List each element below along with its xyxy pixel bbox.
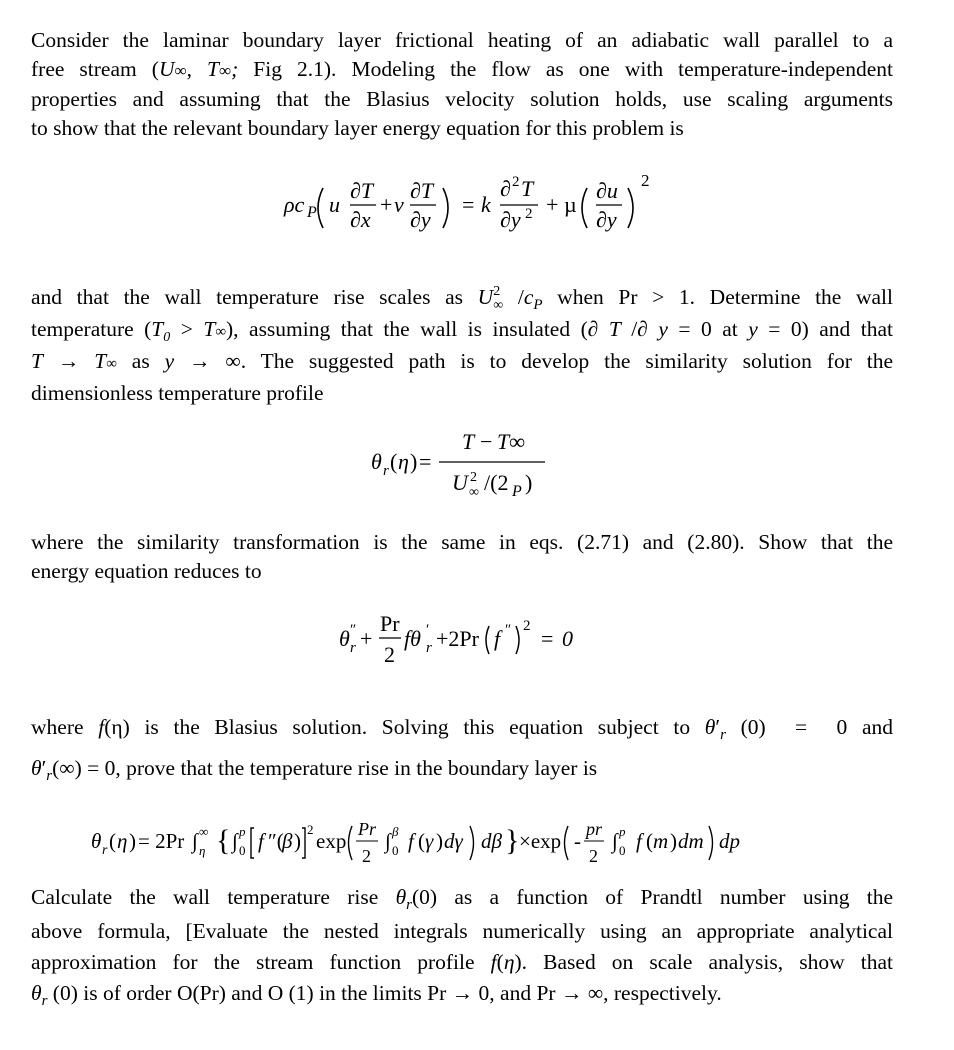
svg-text:=: = — [419, 449, 432, 474]
svg-text:2: 2 — [525, 206, 533, 222]
svg-text:-: - — [574, 829, 581, 853]
paragraph-scaling — [31, 283, 893, 408]
text-line: where the similarity transformation is the same in eqs. (2.71) and (2.80). Show that the — [31, 530, 893, 554]
svg-text:fθ: fθ — [404, 626, 421, 651]
svg-text:}: } — [505, 824, 520, 857]
svg-text:2: 2 — [589, 846, 598, 866]
svg-text:dm: dm — [678, 829, 704, 853]
svg-text:η: η — [117, 829, 128, 853]
svg-text:dγ: dγ — [444, 829, 463, 853]
svg-text:T: T — [462, 429, 475, 454]
svg-text:γ: γ — [425, 829, 434, 853]
svg-text:{: { — [216, 824, 231, 857]
svg-text:2: 2 — [307, 822, 314, 837]
svg-text:+2Pr: +2Pr — [436, 626, 479, 651]
svg-text:″(: ″( — [268, 829, 284, 853]
svg-text:r: r — [102, 843, 108, 858]
svg-text:∂u: ∂u — [596, 178, 618, 203]
svg-text:η: η — [398, 449, 409, 474]
svg-text:pr: pr — [586, 819, 603, 839]
svg-text:∫: ∫ — [192, 829, 198, 853]
text-line: above formula, [Evaluate the nested integrals numerically using an appropriate analytical — [31, 919, 893, 943]
svg-text:2: 2 — [362, 846, 371, 866]
paragraph-blasius — [31, 708, 893, 790]
svg-text:∞: ∞ — [469, 485, 479, 500]
svg-text:): ) — [436, 829, 443, 853]
svg-text:0: 0 — [392, 843, 399, 858]
text-line: dimensionless temperature profile — [31, 381, 324, 405]
svg-text:(: ( — [646, 829, 653, 853]
svg-text:r: r — [383, 463, 389, 479]
svg-text:−: − — [480, 429, 493, 454]
text-line: Consider the laminar boundary layer frictional heating of an adiabatic wall parallel to a — [31, 28, 893, 52]
svg-text:µ: µ — [564, 192, 577, 217]
text-line: approximation for the stream function profile f(η). Based on scale analysis, show that — [31, 950, 893, 974]
svg-text:″: ″ — [350, 622, 357, 638]
svg-text:m: m — [653, 829, 669, 853]
svg-text:f: f — [494, 626, 501, 651]
svg-text:∫: ∫ — [612, 829, 618, 853]
svg-text:∂y: ∂y — [500, 207, 521, 232]
svg-text:∂T: ∂T — [350, 178, 374, 203]
svg-text:(: ( — [390, 449, 398, 474]
text-line: to show that the relevant boundary layer energy equation for this problem is — [31, 116, 684, 140]
svg-text:=: = — [541, 626, 554, 651]
svg-text:): ) — [525, 470, 533, 495]
svg-text:β: β — [392, 824, 399, 839]
svg-text:f: f — [258, 829, 264, 853]
svg-text:): ) — [129, 829, 136, 853]
svg-text:r: r — [350, 640, 356, 656]
svg-text:+: + — [380, 192, 393, 217]
svg-text:p: p — [619, 824, 626, 839]
svg-text:= 2Pr: = 2Pr — [138, 829, 185, 853]
svg-text:″: ″ — [505, 622, 512, 638]
svg-text:2: 2 — [384, 642, 395, 667]
text-line: and that the wall temperature rise scales as $U^2_\infty$ $/c_P$ when Pr > 1. Determine the wall — [31, 284, 893, 313]
svg-text:Pr: Pr — [380, 611, 400, 636]
equation-solution — [0, 808, 954, 878]
svg-text:): ) — [294, 829, 301, 853]
svg-text:2: 2 — [470, 470, 477, 485]
equation-theta-definition — [0, 425, 954, 505]
svg-text:=: = — [462, 192, 475, 217]
text-line: T → T∞ as y → ∞. The suggested path is to develop the similarity solution for the — [31, 349, 893, 373]
svg-text:P: P — [512, 483, 522, 500]
svg-text:2: 2 — [512, 174, 520, 190]
svg-text:θ: θ — [339, 626, 350, 651]
text-line: properties and assuming that the Blasius velocity solution holds, use scaling arguments — [31, 87, 893, 111]
svg-text:∂T: ∂T — [410, 178, 434, 203]
text-line: $\theta_r$ (0) is of order O(Pr) and O (1) in the limits Pr → 0, and Pr → ∞, respectively. — [31, 981, 722, 1009]
svg-text:ρc: ρc — [284, 192, 305, 217]
paragraph-calculate — [31, 882, 893, 1012]
svg-text:P: P — [307, 204, 317, 221]
paragraph-transformation — [31, 528, 893, 586]
svg-text:+: + — [546, 192, 559, 217]
svg-text:): ) — [410, 449, 418, 474]
svg-text:r: r — [426, 640, 432, 656]
svg-text:θ: θ — [91, 829, 102, 853]
svg-text:2: 2 — [523, 618, 531, 634]
svg-text:dβ: dβ — [481, 829, 502, 853]
text-line: energy equation reduces to — [31, 559, 262, 583]
svg-text:∂: ∂ — [500, 176, 511, 201]
svg-text:∂y: ∂y — [410, 207, 431, 232]
svg-text:θ: θ — [371, 449, 382, 474]
svg-text:T∞: T∞ — [497, 429, 525, 454]
text-line: free stream (U∞, T∞; Fig 2.1). Modeling the flow as one with temperature-independent — [31, 57, 893, 81]
svg-text:p: p — [239, 824, 246, 839]
svg-text:/(2: /(2 — [484, 470, 509, 495]
svg-text:0: 0 — [562, 626, 573, 651]
text-line: temperature $(T_0 > T\infty)$, assuming that the wall is insulated (∂ T /∂ y = 0 at y = 0) and that — [31, 317, 893, 345]
svg-text:U: U — [452, 470, 468, 495]
svg-text:0: 0 — [619, 843, 626, 858]
svg-text:): ) — [670, 829, 677, 853]
svg-text:exp: exp — [316, 829, 347, 853]
svg-text:×exp: ×exp — [519, 829, 562, 853]
svg-text:+: + — [360, 626, 373, 651]
equation-ode — [0, 606, 954, 676]
svg-text:f: f — [408, 829, 414, 853]
svg-text:T: T — [521, 176, 534, 201]
svg-text:∂x: ∂x — [350, 207, 371, 232]
equation-energy — [0, 160, 954, 250]
svg-text:∂y: ∂y — [596, 207, 617, 232]
svg-text:v: v — [394, 192, 404, 217]
svg-text:∫: ∫ — [232, 829, 238, 853]
svg-text:Pr: Pr — [358, 819, 376, 839]
svg-text:u: u — [329, 192, 340, 217]
svg-text:β: β — [282, 829, 293, 853]
svg-text:(: ( — [418, 829, 425, 853]
svg-text:′: ′ — [426, 622, 430, 638]
svg-text:∫: ∫ — [385, 829, 391, 853]
svg-text:dp: dp — [719, 829, 740, 853]
svg-text:k: k — [481, 192, 491, 217]
svg-text:η: η — [199, 843, 206, 858]
svg-text:∞: ∞ — [199, 824, 209, 839]
paragraph-intro — [31, 26, 893, 143]
svg-text:(: ( — [109, 829, 116, 853]
text-line: Calculate the wall temperature rise $\theta_r(0)$ as a function of Prandtl number using the — [31, 885, 893, 913]
svg-text:2: 2 — [641, 171, 650, 190]
svg-text:f: f — [636, 829, 642, 853]
svg-text:0: 0 — [239, 843, 246, 858]
text-line: $\theta'_r(\infty) = 0$, prove that the temperature rise in the boundary layer is — [31, 756, 598, 784]
text-line: where f(η) is the Blasius solution. Solving this equation subject to $\theta'_r$ (0) = 0 and — [31, 715, 893, 743]
